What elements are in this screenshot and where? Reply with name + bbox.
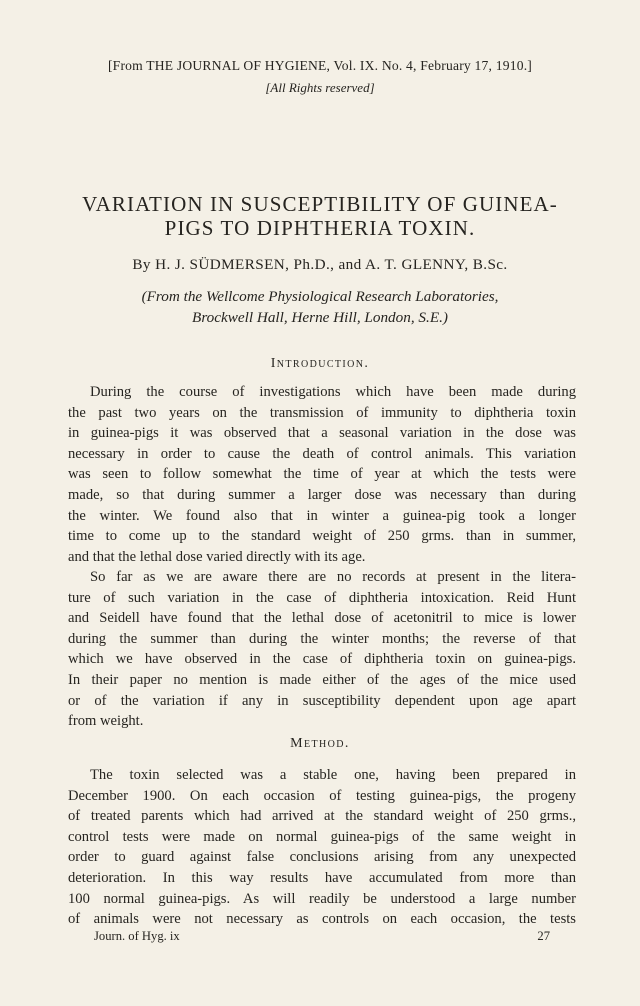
text-line: was seen to follow somewhat the time of year at which the tests were bbox=[68, 466, 576, 483]
text-line: of treated parents which had arrived at the standard weight of 250 grms., bbox=[68, 808, 576, 825]
text-line: or of the variation if any in susceptibility dependent upon age apart bbox=[68, 692, 576, 709]
title-line-1: VARIATION IN SUSCEPTIBILITY OF GUINEA- bbox=[82, 192, 558, 216]
text-line: the winter. We found also that in winter a guinea-pig took a longer bbox=[68, 507, 576, 524]
text-line: The toxin selected was a stable one, having been prepared in bbox=[90, 767, 576, 783]
text-line: the past two years on the transmission of immunity to diphtheria toxin bbox=[68, 404, 576, 421]
text-line: time to come up to the standard weight of 250 grms. than in summer, bbox=[68, 528, 576, 545]
text-line: ture of such variation in the case of diphtheria intoxication. Reid Hunt bbox=[68, 589, 576, 606]
footer-journal: Journ. of Hyg. ix bbox=[94, 929, 180, 943]
text-line: 100 normal guinea-pigs. As will readily be understood a large number bbox=[68, 890, 576, 907]
text-line: control tests were made on normal guinea-pigs of the same weight in bbox=[68, 828, 576, 845]
affiliation-line-2: Brockwell Hall, Herne Hill, London, S.E.) bbox=[192, 309, 448, 326]
authors-line: By H. J. SÜDMERSEN, Ph.D., and A. T. GLENNY, B.Sc. bbox=[132, 256, 508, 273]
text-line: December 1900. On each occasion of testing guinea-pigs, the progeny bbox=[68, 787, 576, 804]
text-line: and that the lethal dose varied directly with its age. bbox=[68, 548, 366, 565]
text-line: order to guard against false conclusions arising from any unexpected bbox=[68, 849, 576, 866]
article-title bbox=[60, 192, 580, 240]
affiliation-line-1: (From the Wellcome Physiological Research Laboratories, bbox=[141, 288, 499, 305]
text-line: So far as we are aware there are no records at present in the litera- bbox=[90, 569, 576, 585]
intro-paragraph-1 bbox=[68, 382, 576, 567]
title-line-2: PIGS TO DIPHTHERIA TOXIN. bbox=[164, 216, 476, 240]
introduction-heading: Introduction. bbox=[270, 356, 370, 371]
text-line: which we have observed in the case of diphtheria toxin on guinea-pigs. bbox=[68, 651, 576, 668]
method-heading: Method. bbox=[290, 736, 350, 751]
text-line: in guinea-pigs it was observed that a seasonal variation in the dose was bbox=[68, 425, 576, 442]
intro-paragraph-2 bbox=[68, 567, 576, 732]
text-line: during the summer than during the winter months; the reverse of that bbox=[68, 630, 576, 647]
text-line: from weight. bbox=[68, 713, 144, 730]
text-line: made, so that during summer a larger dose was necessary than during bbox=[68, 486, 576, 503]
text-line: and Seidell have found that the lethal dose of acetonitril to mice is lower bbox=[68, 610, 576, 627]
source-citation: [From THE JOURNAL OF HYGIENE, Vol. IX. No. 4, February 17, 1910.] bbox=[107, 58, 533, 73]
page-number: 27 bbox=[537, 929, 550, 943]
text-line: necessary in order to cause the death of control animals. This variation bbox=[68, 445, 576, 462]
text-line: of animals were not necessary as controls on each occasion, the tests bbox=[68, 911, 576, 928]
method-paragraph-1 bbox=[68, 765, 576, 930]
text-line: deterioration. In this way results have accumulated from more than bbox=[68, 869, 576, 886]
text-line: In their paper no mention is made either of the ages of the mice used bbox=[68, 671, 576, 688]
rights-notice: [All Rights reserved] bbox=[265, 80, 375, 95]
text-line: During the course of investigations which have been made during bbox=[90, 384, 576, 400]
affiliation bbox=[80, 286, 560, 328]
